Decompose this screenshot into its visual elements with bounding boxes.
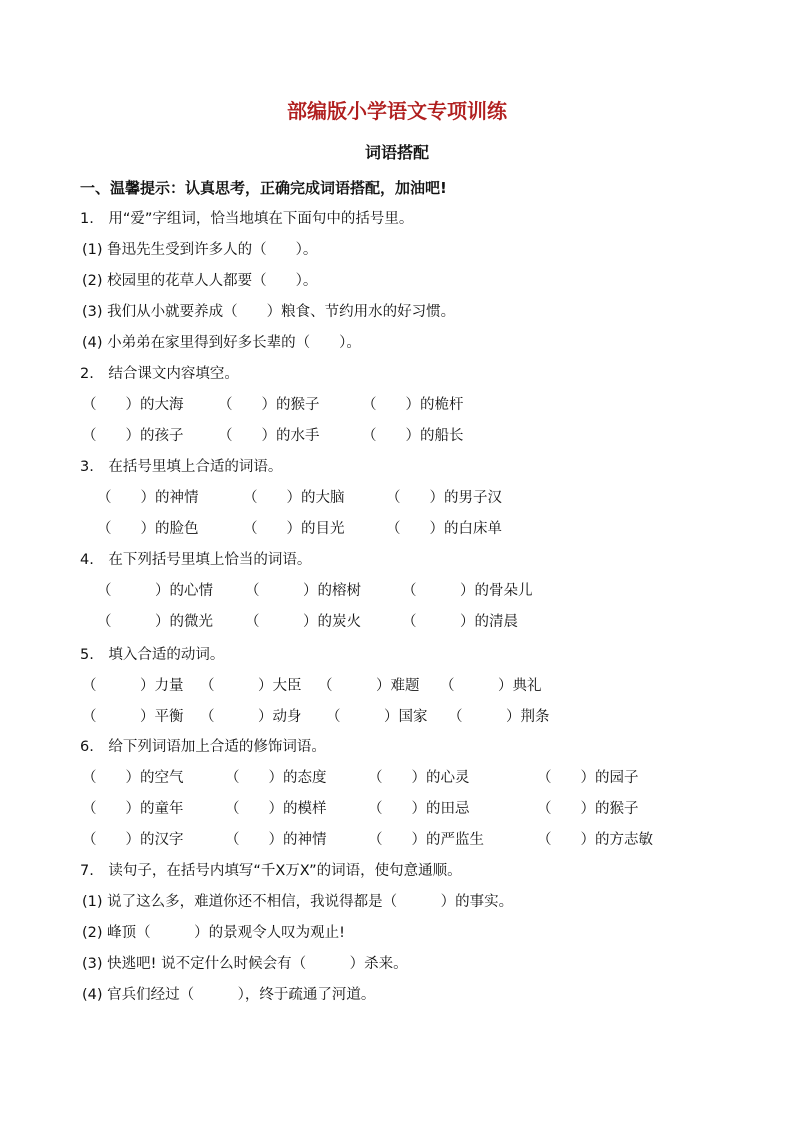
q4-cell: （ ）的微光 bbox=[97, 614, 213, 630]
page-subtitle: 词语搭配 bbox=[364, 143, 429, 162]
q2-cell: （ ）的水手 bbox=[218, 428, 320, 444]
q2-prompt: 2. 结合课文内容填空。 bbox=[80, 366, 239, 382]
q3-cell: （ ）的目光 bbox=[243, 521, 345, 537]
q6-cell: （ ）的神情 bbox=[225, 832, 327, 848]
q3-cell: （ ）的大脑 bbox=[243, 490, 345, 506]
q3-cell: （ ）的男子汉 bbox=[386, 490, 502, 506]
q6-cell: （ ）的园子 bbox=[537, 770, 639, 786]
q5-cell: （ ）平衡 bbox=[82, 709, 184, 725]
q6-cell: （ ）的汉字 bbox=[82, 832, 184, 848]
q3-cell: （ ）的神情 bbox=[97, 490, 199, 506]
q7-prompt: 7. 读句子，在括号内填写“千X万X”的词语，使句意通顺。 bbox=[80, 863, 462, 879]
q5-cell: （ ）国家 bbox=[326, 709, 428, 725]
q5-cell: （ ）大臣 bbox=[200, 678, 302, 694]
q6-cell: （ ）的空气 bbox=[82, 770, 184, 786]
q6-cell: （ ）的童年 bbox=[82, 801, 184, 817]
q6-prompt: 6. 给下列词语加上合适的修饰词语。 bbox=[80, 739, 326, 755]
q2-cell: （ ）的船长 bbox=[362, 428, 464, 444]
q5-cell: （ ）荆条 bbox=[448, 709, 550, 725]
q3-prompt: 3. 在括号里填上合适的词语。 bbox=[80, 459, 283, 475]
q4-prompt: 4. 在下列括号里填上恰当的词语。 bbox=[80, 552, 312, 568]
q2-cell: （ ）的大海 bbox=[82, 397, 184, 413]
section-heading: 一、温馨提示：认真思考，正确完成词语搭配，加油吧! bbox=[80, 179, 447, 197]
q1-item-3: (3) 我们从小就要养成（ ）粮食、节约用水的好习惯。 bbox=[82, 304, 456, 320]
q2-cell: （ ）的孩子 bbox=[82, 428, 184, 444]
q5-cell: （ ）动身 bbox=[200, 709, 302, 725]
q5-cell: （ ）力量 bbox=[82, 678, 184, 694]
q6-cell: （ ）的田忌 bbox=[368, 801, 470, 817]
q4-cell: （ ）的骨朵儿 bbox=[402, 583, 533, 599]
q3-cell: （ ）的白床单 bbox=[386, 521, 502, 537]
q4-cell: （ ）的榕树 bbox=[245, 583, 361, 599]
q1-item-2: (2) 校园里的花草人人都要（ ）。 bbox=[82, 273, 318, 289]
q3-cell: （ ）的脸色 bbox=[97, 521, 199, 537]
q6-cell: （ ）的猴子 bbox=[537, 801, 639, 817]
q4-cell: （ ）的炭火 bbox=[245, 614, 361, 630]
q1-prompt: 1. 用“爱”字组词，恰当地填在下面句中的括号里。 bbox=[80, 211, 414, 227]
q1-item-1: (1) 鲁迅先生受到许多人的（ ）。 bbox=[82, 242, 318, 258]
q7-item-1: (1) 说了这么多，难道你还不相信，我说得都是（ ）的事实。 bbox=[82, 894, 514, 910]
q7-item-4: (4) 官兵们经过（ ），终于疏通了河道。 bbox=[82, 987, 376, 1003]
q7-item-3: (3) 快逃吧! 说不定什么时候会有（ ）杀来。 bbox=[82, 956, 408, 972]
q6-cell: （ ）的模样 bbox=[225, 801, 327, 817]
q2-cell: （ ）的桅杆 bbox=[362, 397, 464, 413]
q5-cell: （ ）典礼 bbox=[440, 678, 542, 694]
q6-cell: （ ）的心灵 bbox=[368, 770, 470, 786]
q4-cell: （ ）的清晨 bbox=[402, 614, 518, 630]
page-title: 部编版小学语文专项训练 bbox=[287, 99, 507, 123]
q2-cell: （ ）的猴子 bbox=[218, 397, 320, 413]
q7-item-2: (2) 峰顶（ ）的景观令人叹为观止! bbox=[82, 925, 345, 941]
q5-prompt: 5. 填入合适的动词。 bbox=[80, 647, 225, 663]
q1-item-4: (4) 小弟弟在家里得到好多长辈的（ ）。 bbox=[82, 335, 361, 351]
q4-cell: （ ）的心情 bbox=[97, 583, 213, 599]
q5-cell: （ ）难题 bbox=[318, 678, 420, 694]
q6-cell: （ ）的态度 bbox=[225, 770, 327, 786]
q6-cell: （ ）的严监生 bbox=[368, 832, 484, 848]
q6-cell: （ ）的方志敏 bbox=[537, 832, 653, 848]
